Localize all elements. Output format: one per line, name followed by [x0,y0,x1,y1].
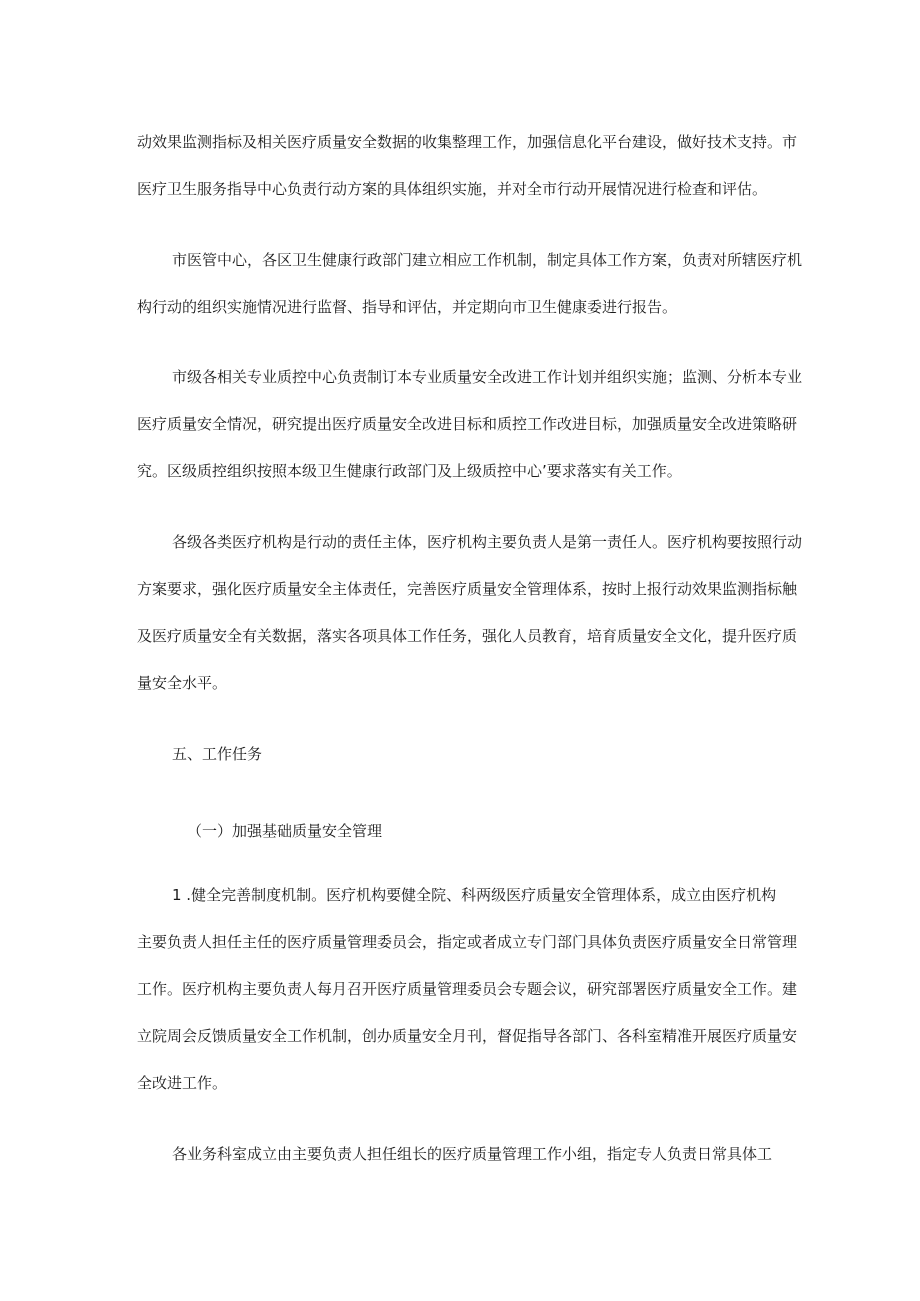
paragraph-2-line-1: 市医管中心，各区卫生健康行政部门建立相应工作机制，制定具体工作方案，负责对所辖医疗机 [172,251,803,269]
paragraph-5-line-1: 1 .健全完善制度机制。医疗机构要健全院、科两级医疗质量安全管理体系，成立由医疗机构 [172,886,777,904]
paragraph-4-line-2: 方案要求，强化医疗质量安全主体责任，完善医疗质量安全管理体系，按时上报行动效果监测指标触 [137,580,798,598]
paragraph-6-line-1: 各业务科室成立由主要负责人担任组长的医疗质量管理工作小组，指定专人负责日常具体工 [172,1145,773,1163]
paragraph-3-line-3: 究。区级质控组织按照本级卫生健康行政部门及上级质控中心’要求落实有关工作。 [137,462,682,480]
paragraph-3-line-2: 医疗质量安全情况，研究提出医疗质量安全改进目标和质控工作改进目标，加强质量安全改进策略研 [137,415,798,433]
paragraph-3-line-1: 市级各相关专业质控中心负责制订本专业质量安全改进工作计划并组织实施；监测、分析本专业 [172,368,803,386]
paragraph-5-line-3: 工作。医疗机构主要负责人每月召开医疗质量管理委员会专题会议，研究部署医疗质量安全工作。建 [137,980,798,998]
paragraph-4-line-3: 及医疗质量安全有关数据，落实各项具体工作任务，强化人员教育，培育质量安全文化，提升医疗质 [137,627,798,645]
paragraph-4-line-4: 量安全水平。 [137,674,228,692]
paragraph-5-line-4: 立院周会反馈质量安全工作机制，创办质量安全月刊，督促指导各部门、各科室精准开展医疗质量安 [137,1027,798,1045]
subsection-heading: （一）加强基础质量安全管理 [187,822,383,840]
paragraph-5-line-5: 全改进工作。 [137,1074,228,1092]
section-heading: 五、工作任务 [172,745,263,763]
paragraph-1-line-2: 医疗卫生服务指导中心负责行动方案的具体组织实施，并对全市行动开展情况进行检查和评估。 [137,180,768,198]
paragraph-1-line-1: 动效果监测指标及相关医疗质量安全数据的收集整理工作，加强信息化平台建设，做好技术支持。市 [137,133,798,151]
paragraph-2-line-2: 构行动的组织实施情况进行监督、指导和评估，并定期向市卫生健康委进行报告。 [137,298,678,316]
paragraph-4-line-1: 各级各类医疗机构是行动的责任主体，医疗机构主要负责人是第一责任人。医疗机构要按照行动 [172,533,803,551]
paragraph-5-line-2: 主要负责人担任主任的医疗质量管理委员会，指定或者成立专门部门具体负责医疗质量安全日常管理 [137,933,798,951]
